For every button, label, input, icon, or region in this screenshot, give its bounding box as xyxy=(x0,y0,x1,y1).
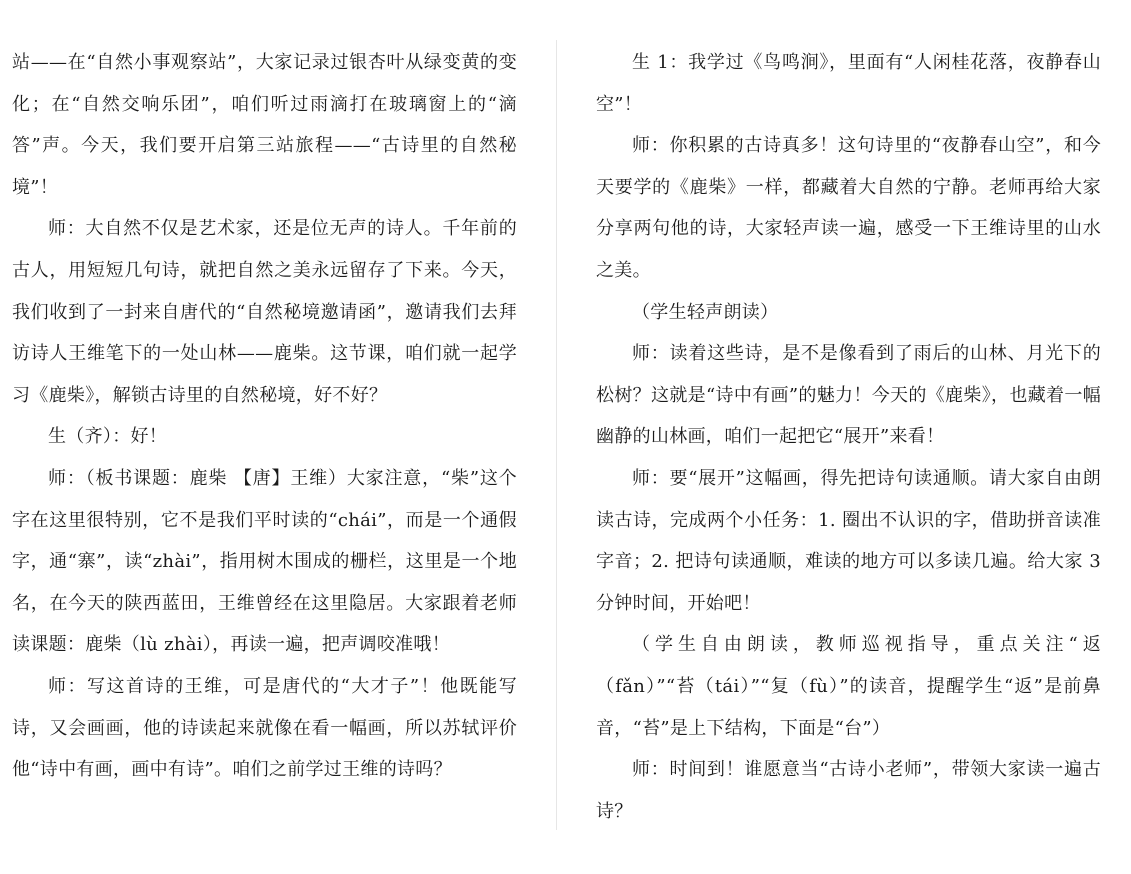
paragraph: 师：时间到！谁愿意当“古诗小老师”，带领大家读一遍古诗？ xyxy=(596,759,1101,822)
paragraph: 师：读着这些诗，是不是像看到了雨后的山林、月光下的松树？这就是“诗中有画”的魅力！今天的《鹿柴》，也藏着一幅幽静的山林画，咱们一起把它“展开”来看！ xyxy=(596,343,1101,448)
paragraph: 师：要“展开”这幅画，得先把诗句读通顺。请大家自由朗读古诗，完成两个小任务：1. 圈出不认识的字，借助拼音读准字音；2. 把诗句读通顺，难读的地方可以多读几遍。给大家 3 分钟时间，开始吧！ xyxy=(596,467,1101,614)
paragraph: 师：大自然不仅是艺术家，还是位无声的诗人。千年前的古人，用短短几句诗，就把自然之美永远留存了下来。今天，我们收到了一封来自唐代的“自然秘境邀请函”，邀请我们去拜访诗人王维笔下的一处山林——鹿柴。这节课，咱们就一起学习《鹿柴》，解锁古诗里的自然秘境，好不好？ xyxy=(12,218,517,406)
paragraph: 师：你积累的古诗真多！这句诗里的“夜静春山空”，和今天要学的《鹿柴》一样，都藏着大自然的宁静。老师再给大家分享两句他的诗，大家轻声读一遍，感受一下王维诗里的山水之美。 xyxy=(596,135,1101,281)
paragraph: （学生自由朗读，教师巡视指导，重点关注“返（fǎn）”“苔（tái）”“复（fù）”的读音，提醒学生“返”是前鼻音，“苔”是上下结构，下面是“台”） xyxy=(596,634,1101,739)
column-divider xyxy=(556,40,557,830)
right-text-column xyxy=(596,42,1101,832)
paragraph: 站——在“自然小事观察站”，大家记录过银杏叶从绿变黄的变化；在“自然交响乐团”，咱们听过雨滴打在玻璃窗上的“滴答”声。今天，我们要开启第三站旅程——“古诗里的自然秘境”！ xyxy=(12,52,517,198)
paragraph: 师：写这首诗的王维，可是唐代的“大才子”！他既能写诗，又会画画，他的诗读起来就像在看一幅画，所以苏轼评价他“诗中有画，画中有诗”。咱们之前学过王维的诗吗？ xyxy=(12,675,517,781)
left-text-column xyxy=(12,42,517,791)
paragraph: 生 1：我学过《鸟鸣涧》，里面有“人闲桂花落，夜静春山空”！ xyxy=(596,52,1101,115)
paragraph: 师：（板书课题：鹿柴 【唐】王维）大家注意，“柴”这个字在这里很特别，它不是我们平时读的“chái”，而是一个通假字，通“寨”，读“zhài”，指用树木围成的栅栏，这里是一个地名，在今天的陕西蓝田，王维曾经在这里隐居。大家跟着老师读课题：鹿柴（lù zhài），再读一遍，把声调咬准哦！ xyxy=(12,467,517,656)
document-page xyxy=(0,40,1131,840)
paragraph: 生（齐）：好！ xyxy=(48,426,168,448)
paragraph: （学生轻声朗读） xyxy=(632,301,779,323)
